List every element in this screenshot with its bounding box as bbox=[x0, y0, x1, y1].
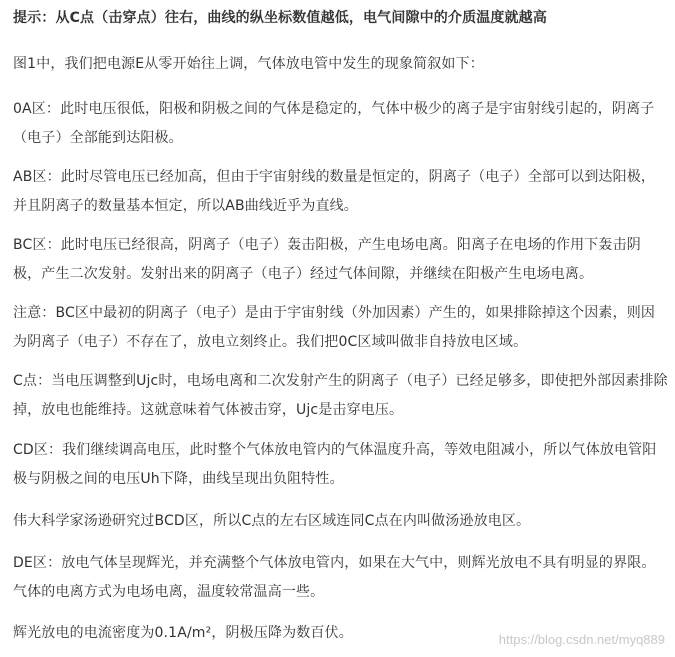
townsend-paragraph: 伟大科学家汤逊研究过BCD区，所以C点的左右区域连同C点在内叫做汤逊放电区。 bbox=[13, 513, 531, 529]
zone-bc-paragraph: BC区：此时电压已经很高，阴离子（电子）轰击阳极，产生电场电离。阳离子在电场的作用下轰击阴极，产生二次发射。发射出来的阴离子（电子）经过气体间隙，并继续在阳极产生电场电离。 bbox=[13, 237, 641, 282]
zone-cd-paragraph: CD区：我们继续调高电压，此时整个气体放电管内的气体温度升高，等效电阻减小，所以气体放电管阳极与阴极之间的电压Uh下降，曲线呈现出负阻特性。 bbox=[13, 442, 657, 487]
glow-paragraph: 辉光放电的电流密度为0.1A/m²，阴极压降为数百伏。 bbox=[13, 625, 353, 641]
point-c-paragraph: C点：当电压调整到Ujc时，电场电离和二次发射产生的阴离子（电子）已经足够多，即使把外部因素排除掉，放电也能维持。这就意味着气体被击穿，Ujc是击穿电压。 bbox=[13, 373, 668, 418]
watermark: https://blog.csdn.net/myq889 bbox=[498, 632, 665, 647]
note-paragraph: 注意：BC区中最初的阴离子（电子）是由于宇宙射线（外加因素）产生的，如果排除掉这个因素，则因为阴离子（电子）不存在了，放电立刻终止。我们把0C区域叫做非自持放电区域。 bbox=[13, 305, 656, 350]
zone-de-paragraph: DE区：放电气体呈现辉光，并充满整个气体放电管内，如果在大气中，则辉光放电不具有明显的界限。气体的电离方式为电场电离，温度较常温高一些。 bbox=[13, 555, 656, 600]
hint-paragraph: 提示：从C点（击穿点）往右，曲线的纵坐标数值越低，电气间隙中的介质温度就越高 bbox=[13, 10, 547, 26]
intro-paragraph: 图1中，我们把电源E从零开始往上调，气体放电管中发生的现象简叙如下： bbox=[13, 56, 484, 72]
zone-ab-paragraph: AB区：此时尽管电压已经加高，但由于宇宙射线的数量是恒定的，阴离子（电子）全部可以到达阳极，并且阴离子的数量基本恒定，所以AB曲线近乎为直线。 bbox=[13, 169, 656, 214]
zone-0a-paragraph: 0A区：此时电压很低，阳极和阴极之间的气体是稳定的，气体中极少的离子是宇宙射线引起的，阴离子（电子）全部能到达阳极。 bbox=[13, 101, 655, 146]
